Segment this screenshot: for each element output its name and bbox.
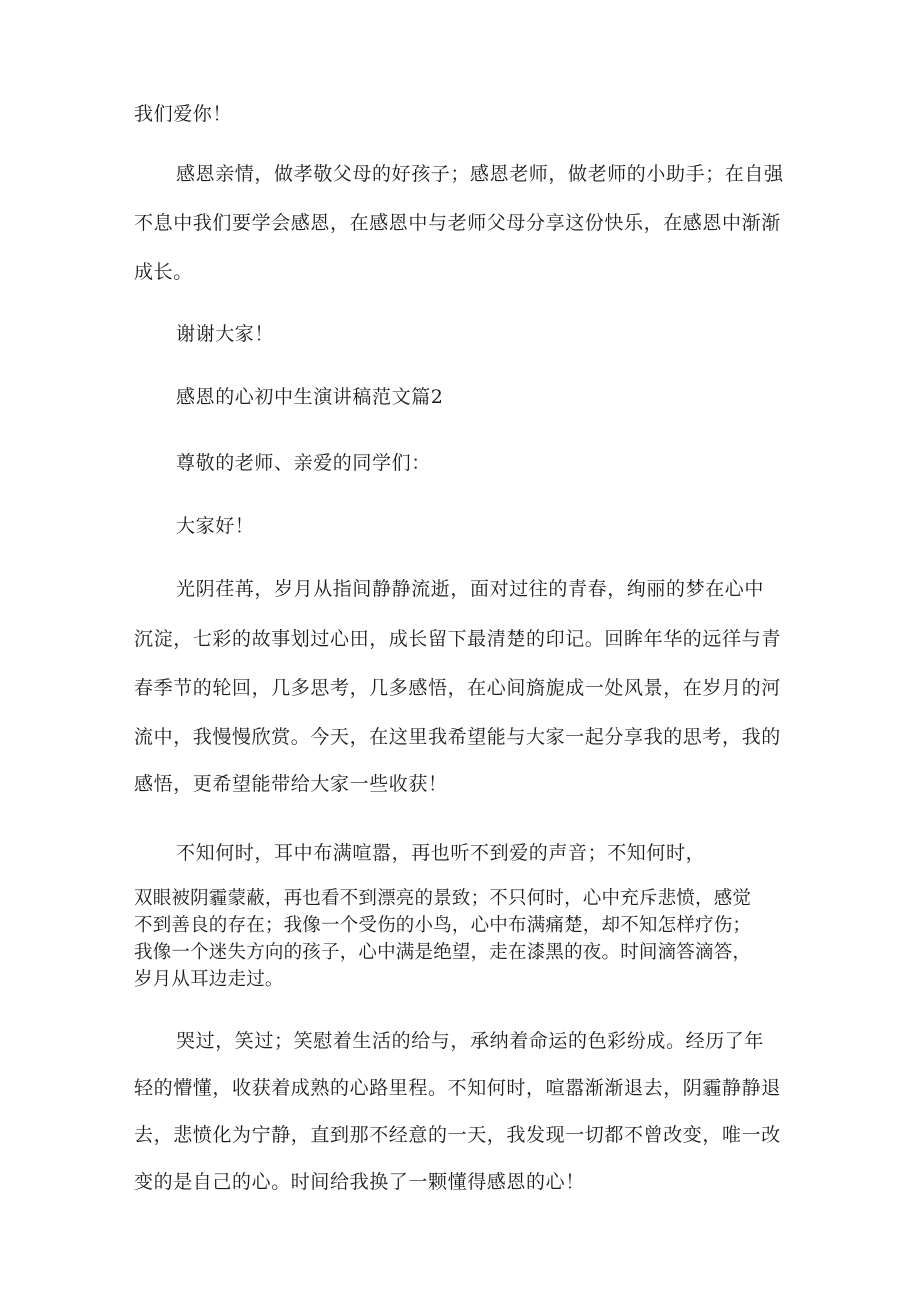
- text-line: 我们爱你！: [134, 103, 233, 125]
- text-line: 轻的懵懂，收获着成熟的心路里程。不知何时，喧嚣渐渐退去，阴霾静静退: [134, 1077, 781, 1099]
- text-line: 春季节的轮回，几多思考，几多感悟，在心间旖旎成一处风景，在岁月的河: [134, 677, 781, 699]
- text-line: 不知何时，耳中布满喧嚣，再也听不到爱的声音；不知何时，: [176, 842, 706, 864]
- text-line: 成长。: [134, 261, 193, 283]
- text-line: 双眼被阴霾蒙蔽，再也看不到漂亮的景致；不只何时，心中充斥悲愤，感觉: [134, 888, 752, 909]
- text-line: 流中，我慢慢欣赏。今天，在这里我希望能与大家一起分享我的思考，我的: [134, 726, 781, 748]
- text-line: 变的是自己的心。时间给我换了一颗懂得感恩的心！: [134, 1171, 585, 1193]
- text-line: 感悟，更希望能带给大家一些收获！: [134, 773, 448, 795]
- text-line: 不息中我们要学会感恩，在感恩中与老师父母分享这份快乐，在感恩中渐渐: [134, 212, 781, 234]
- text-line: 不到善良的存在；我像一个受伤的小鸟，心中布满痛楚，却不知怎样疗伤；: [134, 915, 752, 936]
- text-line: 沉淀，七彩的故事划过心田，成长留下最清楚的印记。回眸年华的远徉与青: [134, 628, 781, 650]
- text-line: 大家好！: [176, 515, 255, 537]
- text-line: 我像一个迷失方向的孩子，心中满是绝望，走在漆黑的夜。时间滴答滴答，: [134, 942, 752, 963]
- text-line: 尊敬的老师、亲爱的同学们：: [176, 452, 431, 474]
- text-line: 岁月从耳边走过。: [134, 969, 284, 990]
- section-heading: 感恩的心初中生演讲稿范文篇2: [176, 386, 444, 408]
- text-line: 去，悲愤化为宁静，直到那不经意的一天，我发现一切都不曾改变，唯一改: [134, 1124, 781, 1146]
- text-line: 谢谢大家！: [176, 323, 275, 345]
- text-line: 感恩亲情，做孝敬父母的好孩子；感恩老师，做老师的小助手；在自强: [176, 163, 784, 185]
- text-line: 哭过，笑过；笑慰着生活的给与，承纳着命运的色彩纷成。经历了年: [176, 1030, 765, 1052]
- text-line: 光阴荏苒，岁月从指间静静流逝，面对过往的青春，绚丽的梦在心中: [176, 578, 765, 600]
